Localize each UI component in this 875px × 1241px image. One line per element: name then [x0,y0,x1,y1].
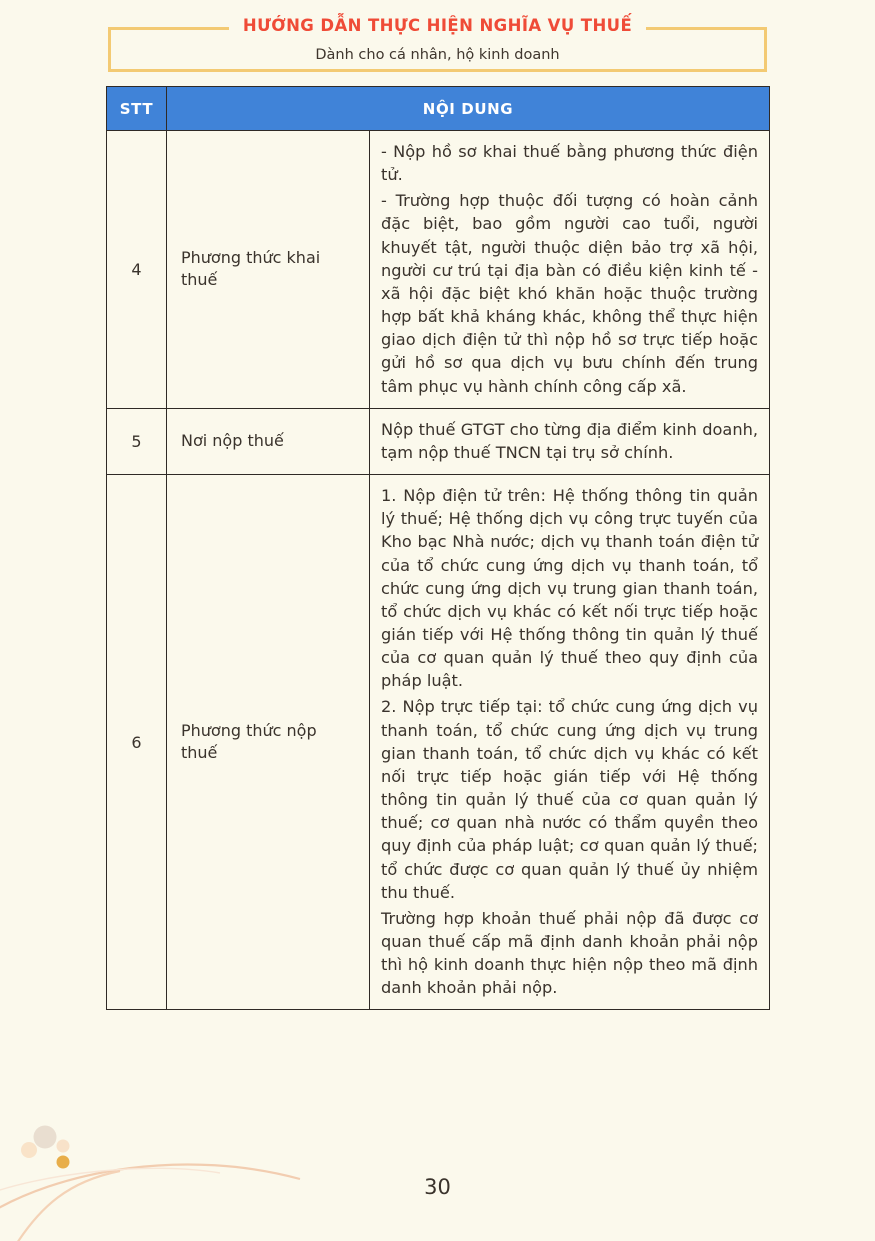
row-paragraph: Trường hợp khoản thuế phải nộp đã được cơ quan thuế cấp mã định danh khoản phải nộp thì hộ kinh doanh thực hiện nộp theo mã định danh khoản phải nộp. [381,908,758,998]
row-label: Nơi nộp thuế [167,408,370,474]
row-number: 4 [107,131,167,409]
row-paragraph: - Nộp hồ sơ khai thuế bằng phương thức điện tử. [381,142,758,185]
decor-circle-small [57,1140,70,1153]
tax-obligation-table [106,86,770,1010]
row-content [370,408,770,474]
row-paragraph: 2. Nộp trực tiếp tại: tổ chức cung ứng dịch vụ thanh toán, tổ chức cung ứng dịch vụ trung gian thanh toán, tổ chức dịch vụ khác có kết nối trực tiếp hoặc gián tiếp với Hệ thống thông tin quản lý thuế của cơ quan quản lý thuế; cơ quan nhà nước có thẩm quyền theo quy định của pháp luật; cơ quan quản lý thuế; tổ chức được cơ quan quản lý thuế ủy nhiệm thu thuế. [381,697,758,902]
column-header-noidung: NỘI DUNG [167,87,770,131]
row-number: 5 [107,408,167,474]
row-paragraph: 1. Nộp điện tử trên: Hệ thống thông tin quản lý thuế; Hệ thống dịch vụ công trực tuyến của Kho bạc Nhà nước; dịch vụ thanh toán điện tử của tổ chức cung ứng dịch vụ thanh toán, tổ chức cung ứng dịch vụ trung gian thanh toán, tổ chức dịch vụ khác có kết nối trực tiếp hoặc gián tiếp với Hệ thống thông tin quản lý thuế của cơ quan quản lý thuế theo quy định của pháp luật. [381,486,758,691]
decor-circle-large [34,1126,57,1149]
table-body [107,131,770,1010]
header-subtitle: Dành cho cá nhân, hộ kinh doanh [315,47,560,63]
table-row [107,408,770,474]
row-content [370,475,770,1010]
decor-circle-medium [21,1142,37,1158]
table-row [107,131,770,409]
table-row [107,475,770,1010]
row-paragraph: Nộp thuế GTGT cho từng địa điểm kinh doanh, tạm nộp thuế TNCN tại trụ sở chính. [381,419,758,462]
footer-decoration [0,1101,330,1241]
table-header [107,87,770,131]
column-header-stt: STT [107,87,167,131]
row-content [370,131,770,409]
header-title-text: HƯỚNG DẪN THỰC HIỆN NGHĨA VỤ THUẾ [229,16,646,35]
row-label: Phương thức khai thuế [167,131,370,409]
row-paragraph: - Trường hợp thuộc đối tượng có hoàn cảnh đặc biệt, bao gồm người cao tuổi, người khuyết tật, người thuộc diện bảo trợ xã hội, người cư trú tại địa bàn có điều kiện kinh tế - xã hội đặc biệt khó khăn hoặc thuộc trường hợp bất khả kháng khác, không thể thực hiện giao dịch điện tử thì nộp hồ sơ trực tiếp hoặc gửi hồ sơ qua dịch vụ bưu chính đến trung tâm phục vụ hành chính công cấp xã. [381,191,758,396]
page-number: 30 [424,1175,451,1199]
page-header [108,16,767,72]
header-title [108,16,767,35]
decor-circle-accent [57,1156,70,1169]
table-header-row [107,87,770,131]
row-label: Phương thức nộp thuế [167,475,370,1010]
row-number: 6 [107,475,167,1010]
